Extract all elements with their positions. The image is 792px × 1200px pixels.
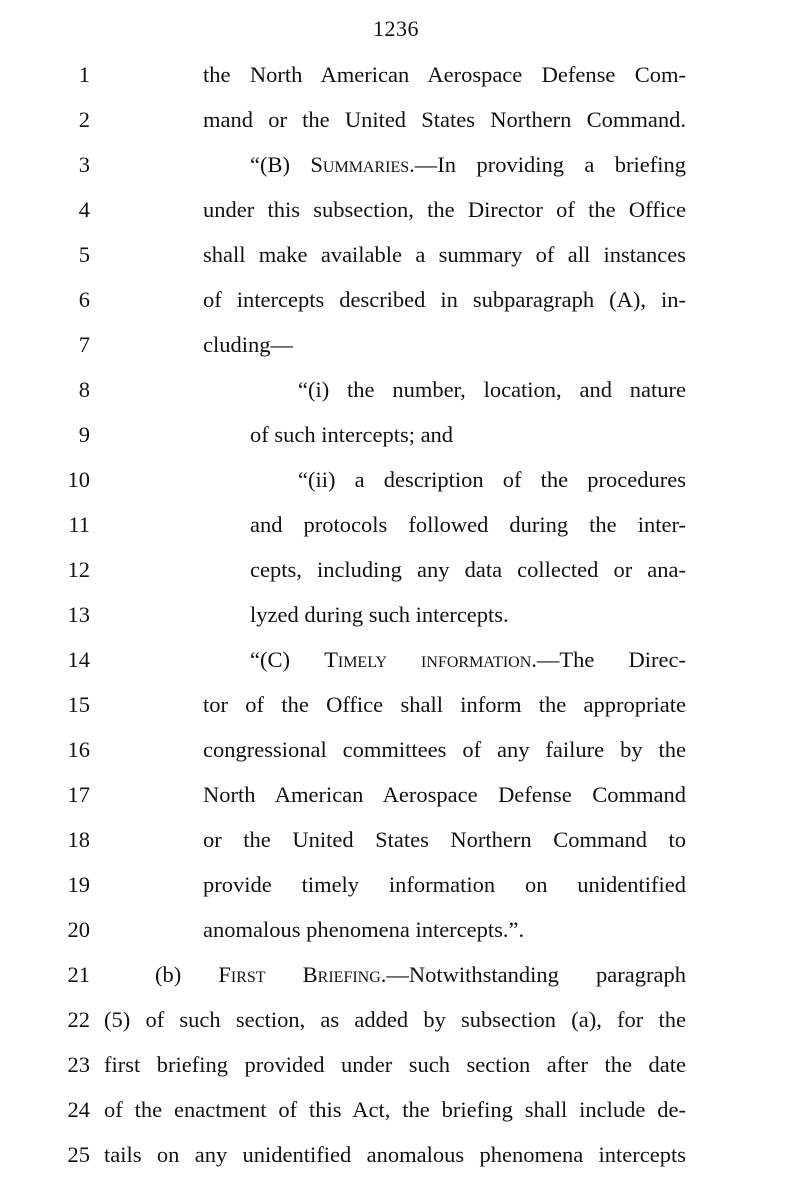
text-line [0, 52, 792, 97]
heading-continuation: .—The Direc- [531, 647, 686, 672]
line-number: 15 [67, 692, 90, 717]
text-line [0, 727, 792, 772]
heading-continuation: .—In providing a briefing [409, 152, 686, 177]
line-number: 3 [78, 152, 90, 177]
line-number: 21 [67, 962, 90, 987]
text-line [0, 1042, 792, 1087]
text-line [0, 907, 792, 952]
line-number: 13 [67, 602, 90, 627]
text-line [0, 367, 792, 412]
line-number: 23 [67, 1052, 90, 1077]
heading-continuation: .—Notwithstanding paragraph [380, 962, 686, 987]
line-number: 10 [67, 467, 90, 492]
text-line [0, 547, 792, 592]
line-text: congressional committees of any failure by the [203, 737, 686, 762]
line-text: cluding— [203, 332, 293, 357]
subsection-heading: First Briefing [218, 962, 381, 987]
text-line [0, 862, 792, 907]
line-text: “(i) the number, location, and nature [298, 377, 686, 402]
line-text: of intercepts described in subparagraph (A), in- [203, 287, 686, 312]
line-number: 14 [67, 647, 90, 672]
line-text: first briefing provided under such section after the date [104, 1052, 686, 1077]
text-line [0, 952, 792, 997]
line-text [155, 952, 686, 997]
text-line [0, 412, 792, 457]
line-number: 20 [67, 917, 90, 942]
line-number: 22 [67, 1007, 90, 1032]
line-number: 19 [67, 872, 90, 897]
line-number: 1 [78, 62, 90, 87]
line-number: 11 [68, 512, 90, 537]
text-line [0, 637, 792, 682]
line-text: tor of the Office shall inform the appropriate [203, 692, 686, 717]
line-number: 16 [67, 737, 90, 762]
line-number: 24 [67, 1097, 90, 1122]
line-number: 18 [67, 827, 90, 852]
text-line [0, 592, 792, 637]
text-line [0, 997, 792, 1042]
line-text: cepts, including any data collected or ana- [250, 557, 686, 582]
line-number: 8 [78, 377, 90, 402]
line-text: mand or the United States Northern Command. [203, 107, 686, 132]
subparagraph-heading: Timely information [324, 647, 532, 672]
text-line [0, 232, 792, 277]
text-line [0, 502, 792, 547]
text-line [0, 817, 792, 862]
line-text: (5) of such section, as added by subsection (a), for the [104, 1007, 686, 1032]
line-number: 9 [78, 422, 90, 447]
subparagraph-heading: Summaries [310, 152, 410, 177]
line-text [250, 637, 686, 682]
line-number: 17 [67, 782, 90, 807]
line-text: “(ii) a description of the procedures [298, 467, 686, 492]
line-text: North American Aerospace Defense Command [203, 782, 686, 807]
line-number: 7 [78, 332, 90, 357]
line-number: 5 [78, 242, 90, 267]
line-text: provide timely information on unidentified [203, 872, 686, 897]
line-text: the North American Aerospace Defense Com- [203, 62, 686, 87]
line-number: 12 [67, 557, 90, 582]
line-text: and protocols followed during the inter- [250, 512, 686, 537]
line-text: of the enactment of this Act, the briefing shall include de- [104, 1097, 686, 1122]
subparagraph-marker: “(B) [250, 152, 311, 177]
subparagraph-marker: “(C) [250, 647, 325, 672]
line-text [250, 142, 686, 187]
text-line [0, 142, 792, 187]
subsection-marker: (b) [155, 962, 219, 987]
line-text: of such intercepts; and [250, 422, 454, 447]
line-text: anomalous phenomena intercepts.”. [203, 917, 525, 942]
line-text: or the United States Northern Command to [203, 827, 686, 852]
text-line [0, 682, 792, 727]
text-line [0, 772, 792, 817]
text-line [0, 97, 792, 142]
line-number: 2 [78, 107, 90, 132]
text-line [0, 277, 792, 322]
line-number: 25 [67, 1142, 90, 1167]
line-text: tails on any unidentified anomalous phenomena intercepts [104, 1142, 686, 1167]
text-line [0, 1132, 792, 1177]
text-line [0, 187, 792, 232]
line-number: 4 [78, 197, 90, 222]
line-number: 6 [78, 287, 90, 312]
text-line [0, 457, 792, 502]
line-text: lyzed during such intercepts. [250, 602, 509, 627]
text-line [0, 1087, 792, 1132]
line-text: shall make available a summary of all instances [203, 242, 686, 267]
page-number: 1236 [373, 16, 419, 41]
text-line [0, 322, 792, 367]
line-text: under this subsection, the Director of the Office [203, 197, 686, 222]
